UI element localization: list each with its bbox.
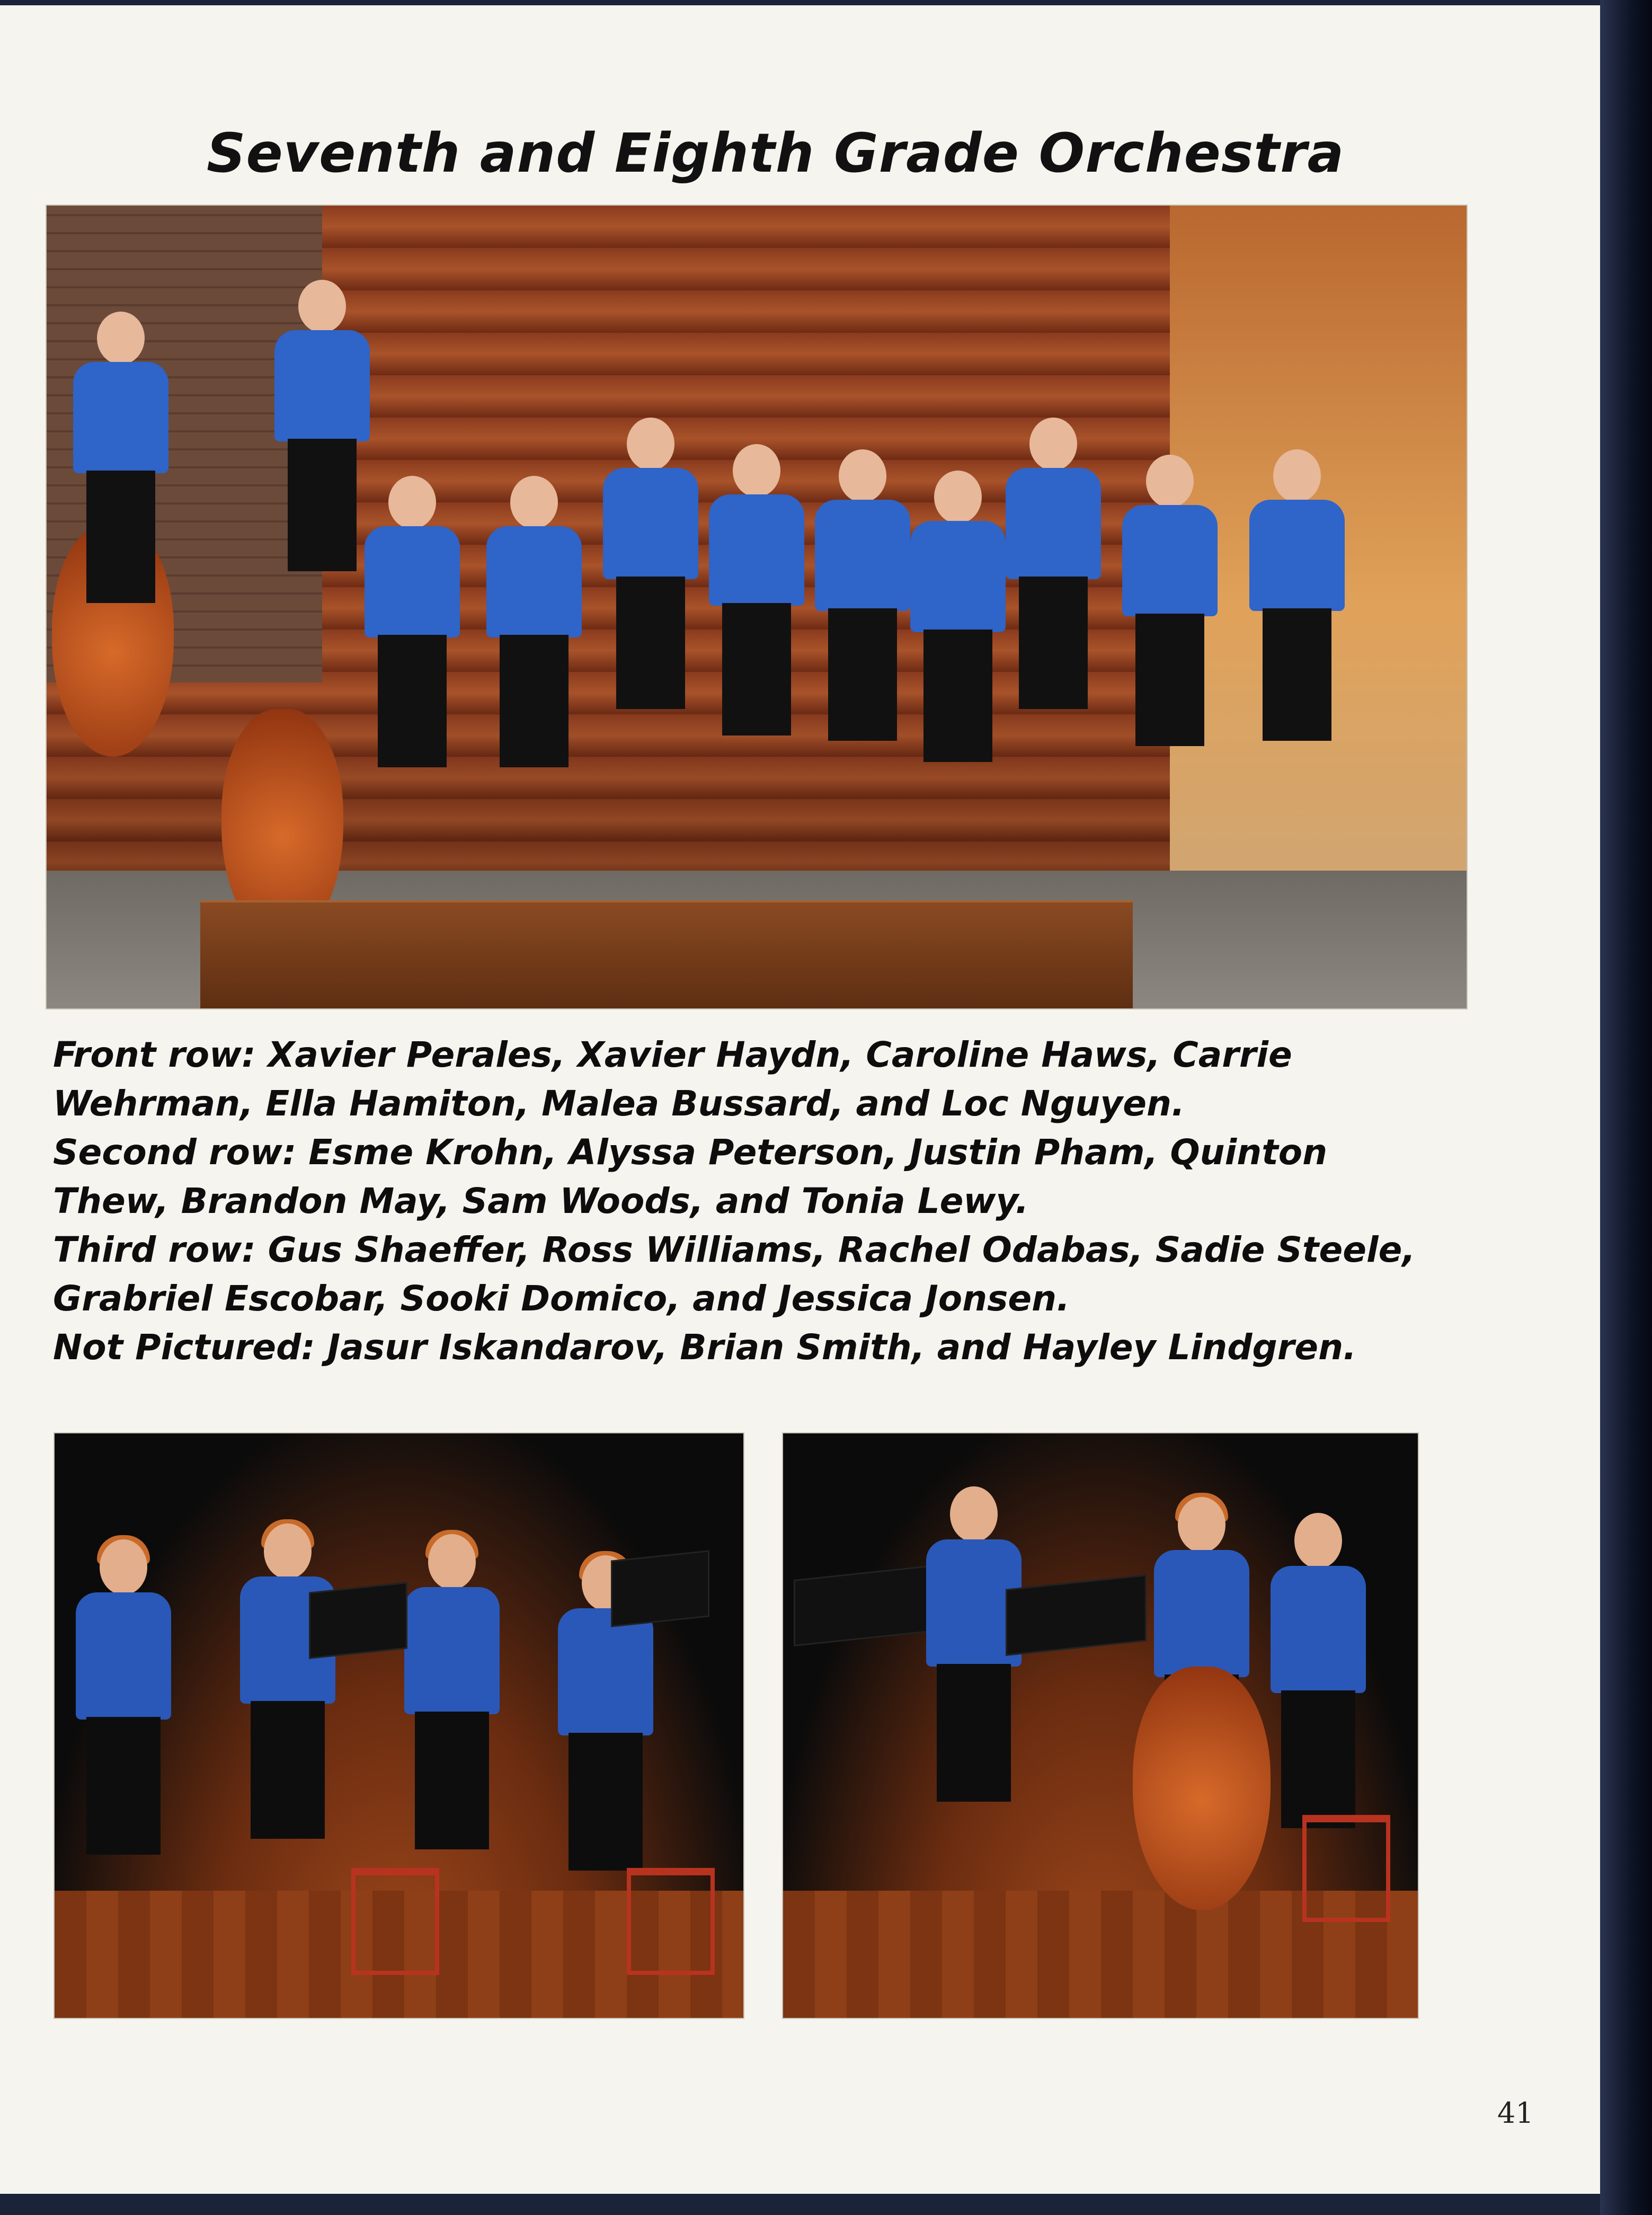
caption-line bbox=[53, 1274, 1457, 1323]
book-binding bbox=[1600, 0, 1652, 2215]
student-figure bbox=[57, 312, 184, 608]
third-row-label: Third row: bbox=[53, 1229, 256, 1270]
orchestra-chair bbox=[627, 1868, 715, 1975]
music-stand bbox=[1006, 1574, 1147, 1656]
orchestra-chair bbox=[1302, 1815, 1390, 1922]
third-row-names: Gus Shaeffer, Ross Williams, Rachel Odabas, Sadie Steele, bbox=[268, 1229, 1416, 1270]
third-row-names-continued: Grabriel Escobar, Sooki Domico, and Jessica Jonsen. bbox=[53, 1278, 1070, 1319]
violinist-figure bbox=[394, 1534, 510, 1863]
second-row-names-continued: Thew, Brandon May, Sam Woods, and Tonia Lewy. bbox=[53, 1181, 1029, 1221]
cello-section-photo bbox=[783, 1433, 1418, 2018]
cellist-figure bbox=[1260, 1513, 1376, 1841]
caption-line bbox=[53, 1323, 1457, 1372]
page-number: 41 bbox=[1497, 2096, 1534, 2130]
violinist-figure bbox=[65, 1539, 182, 1868]
caption-line bbox=[53, 1226, 1457, 1274]
caption-line bbox=[53, 1079, 1457, 1128]
caption-line bbox=[53, 1031, 1457, 1079]
caption-line bbox=[53, 1128, 1457, 1177]
second-row-names: Esme Krohn, Alyssa Peterson, Justin Pham, Quinton bbox=[308, 1132, 1328, 1173]
music-stand bbox=[309, 1582, 407, 1659]
music-stand bbox=[611, 1550, 709, 1627]
yearbook-page bbox=[0, 5, 1603, 2194]
second-row-label: Second row: bbox=[53, 1132, 297, 1173]
violin-section-photo bbox=[55, 1433, 743, 2018]
orchestra-chair bbox=[351, 1868, 439, 1975]
student-figure bbox=[1233, 449, 1361, 746]
student-figure bbox=[990, 418, 1117, 714]
not-pictured-label: Not Pictured: bbox=[53, 1327, 315, 1368]
caption-line bbox=[53, 1177, 1457, 1226]
not-pictured-names: Jasur Iskandarov, Brian Smith, and Hayley Lindgren. bbox=[327, 1327, 1357, 1368]
student-figure bbox=[1106, 455, 1233, 751]
orchestra-students bbox=[47, 206, 1467, 1008]
front-row-label: Front row: bbox=[53, 1034, 256, 1075]
cello bbox=[1133, 1667, 1271, 1910]
group-photo bbox=[47, 206, 1467, 1008]
student-figure bbox=[470, 476, 598, 773]
page-title: Seventh and Eighth Grade Orchestra bbox=[207, 122, 1345, 185]
front-row-names: Xavier Perales, Xavier Haydn, Caroline Haws, Carrie bbox=[268, 1034, 1292, 1075]
photo-caption bbox=[53, 1031, 1457, 1372]
violinist-figure bbox=[229, 1523, 346, 1852]
front-row-names-continued: Wehrman, Ella Hamiton, Malea Bussard, and Loc Nguyen. bbox=[53, 1083, 1185, 1124]
student-figure bbox=[349, 476, 476, 773]
wooden-desk bbox=[200, 900, 1133, 1008]
